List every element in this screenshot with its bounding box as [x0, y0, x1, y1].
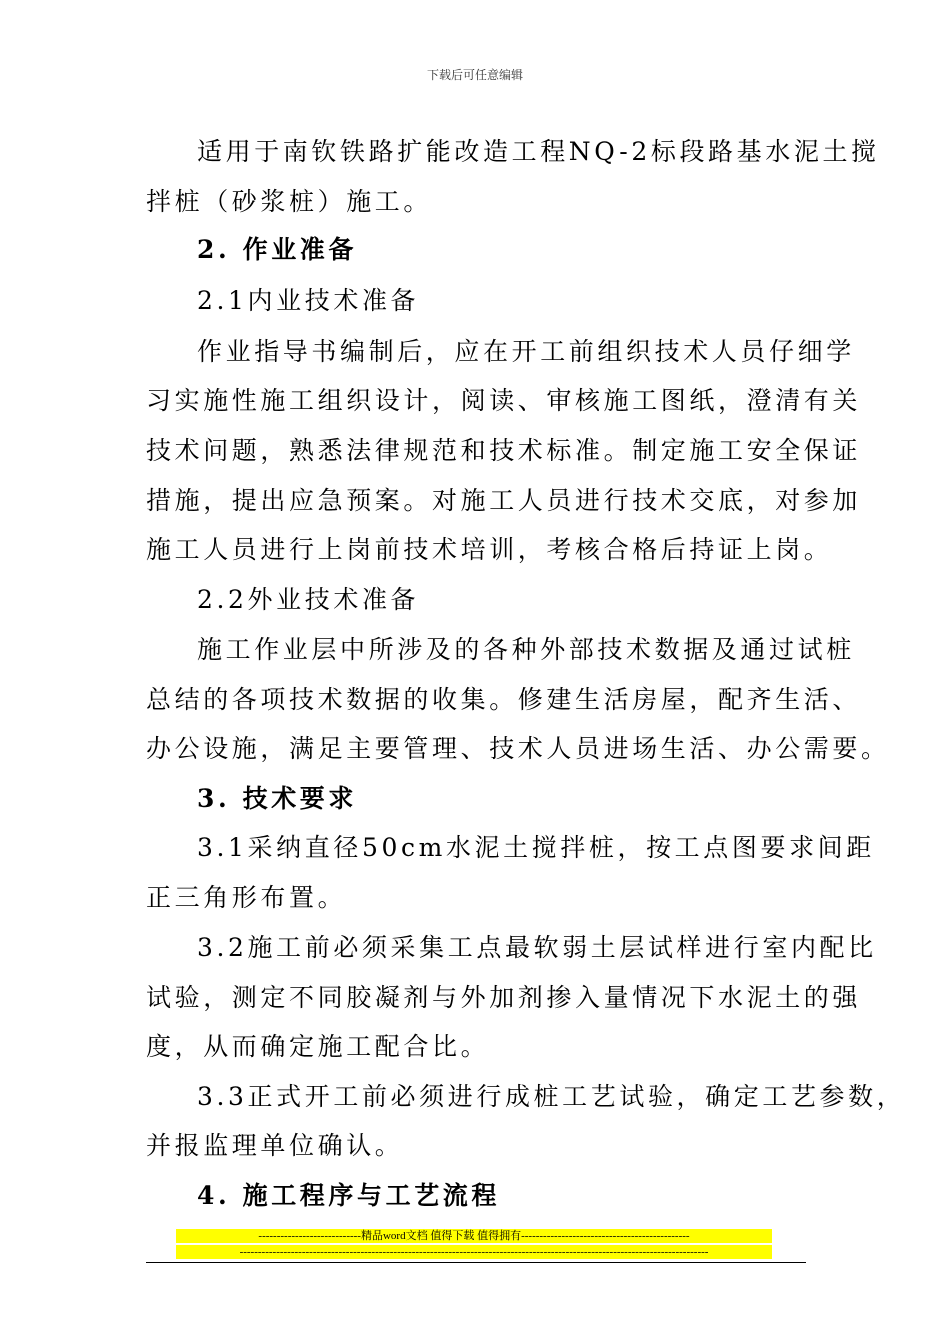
paragraph-line: 3.1采纳直径50cm水泥土搅拌桩，按工点图要求间距 [197, 833, 875, 862]
section-heading: 2. 作业准备 [197, 235, 358, 264]
paragraph-line: 试验，测定不同胶凝剂与外加剂掺入量情况下水泥土的强 [146, 983, 862, 1012]
paragraph-line: 适用于南钦铁路扩能改造工程NQ-2标段路基水泥土搅 [197, 137, 880, 166]
subsection-heading: 2.2外业技术准备 [197, 585, 420, 614]
paragraph-line: 习实施性施工组织设计，阅读、审核施工图纸，澄清有关 [146, 386, 862, 415]
paragraph-line: 办公设施，满足主要管理、技术人员进场生活、办公需要。 [146, 734, 890, 763]
paragraph-line: 总结的各项技术数据的收集。修建生活房屋，配齐生活、 [146, 685, 862, 714]
paragraph-line: 3.2施工前必须采集工点最软弱土层试样进行室内配比 [197, 933, 877, 962]
section-heading: 4. 施工程序与工艺流程 [197, 1181, 501, 1210]
footer-banner-line: ----------------------------精品word文档 值得下载 值得拥有---------------------------------------------- [176, 1229, 772, 1243]
section-heading: 3. 技术要求 [197, 784, 358, 813]
page-header: 下载后可任意编辑 [426, 68, 523, 82]
paragraph-line: 并报监理单位确认。 [146, 1131, 404, 1160]
paragraph-line: 作业指导书编制后，应在开工前组织技术人员仔细学 [197, 337, 855, 366]
footer-divider [146, 1262, 806, 1263]
paragraph-line: 施工人员进行上岗前技术培训，考核合格后持证上岗。 [146, 535, 833, 564]
paragraph-line: 技术问题，熟悉法律规范和技术标准。制定施工安全保证 [146, 436, 862, 465]
paragraph-line: 度，从而确定施工配合比。 [146, 1032, 490, 1061]
paragraph-line: 拌桩（砂浆桩）施工。 [146, 187, 433, 216]
paragraph-line: 3.3正式开工前必须进行成桩工艺试验，确定工艺参数， [197, 1082, 906, 1111]
paragraph-line: 施工作业层中所涉及的各种外部技术数据及通过试桩 [197, 635, 855, 664]
paragraph-line: 正三角形布置。 [146, 883, 347, 912]
paragraph-line: 措施，提出应急预案。对施工人员进行技术交底，对参加 [146, 486, 862, 515]
footer-banner-line: -------------------------------------------------------------------------------------------------------------------------------- [176, 1245, 772, 1259]
subsection-heading: 2.1内业技术准备 [197, 286, 420, 315]
